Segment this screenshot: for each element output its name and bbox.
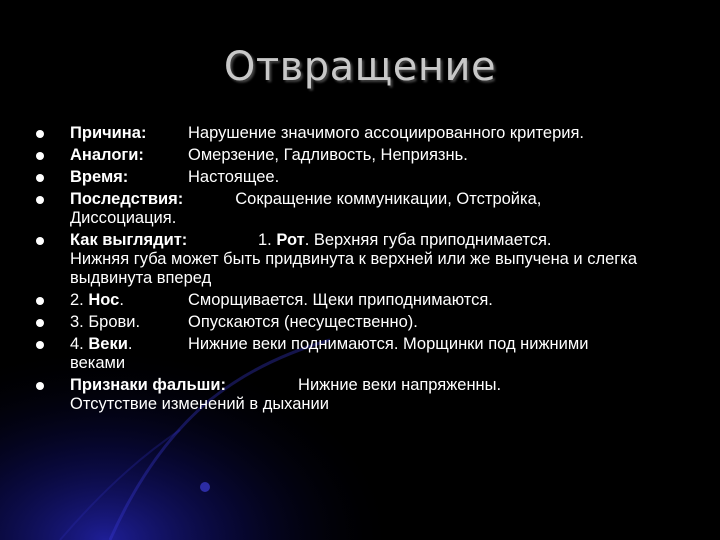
item-continuation: Нижняя губа может быть придвинута к верхней или же выпучена и слегка выдвинута вперед xyxy=(70,250,638,287)
bullet-dot-icon xyxy=(36,196,44,204)
list-item xyxy=(36,335,696,373)
item-text: Сокращение коммуникации, Отстройка, xyxy=(235,190,542,208)
bullet-dot-icon xyxy=(36,152,44,160)
bullet-dot-icon xyxy=(36,297,44,305)
list-item xyxy=(36,231,696,288)
list-item xyxy=(36,190,696,228)
bullet-dot-icon xyxy=(36,130,44,138)
item-continuation: веками xyxy=(70,354,126,372)
bullet-dot-icon xyxy=(36,341,44,349)
item-number: 1. xyxy=(258,231,272,249)
bullet-dot-icon xyxy=(36,382,44,390)
item-text: Нижние веки напряженны. xyxy=(298,376,502,394)
glow-dot xyxy=(200,482,210,492)
item-label: Аналоги: xyxy=(70,146,144,164)
item-label: 2. Нос. xyxy=(70,291,124,309)
bullet-list xyxy=(36,124,696,417)
list-item xyxy=(36,168,696,187)
item-number: 4. xyxy=(70,335,84,353)
item-label: Время: xyxy=(70,168,129,186)
list-item xyxy=(36,376,696,414)
item-text: Сморщивается. Щеки приподнимаются. xyxy=(188,291,493,309)
item-text: Нарушение значимого ассоциированного критерия. xyxy=(188,124,584,142)
bullet-dot-icon xyxy=(36,174,44,182)
item-text: Нижние веки поднимаются. Морщинки под нижними xyxy=(188,335,589,353)
item-text: Опускаются (несущественно). xyxy=(188,313,418,331)
item-text: Настоящее. xyxy=(188,168,280,186)
list-item xyxy=(36,124,696,143)
item-continuation: Диссоциация. xyxy=(70,209,177,227)
bullet-dot-icon xyxy=(36,237,44,245)
item-label: Признаки фальши: xyxy=(70,376,227,394)
item-part: Веки xyxy=(88,335,128,353)
item-label: Причина: xyxy=(70,124,147,142)
item-label: Как выглядит: xyxy=(70,231,188,249)
item-text: Омерзение, Гадливость, Неприязнь. xyxy=(188,146,468,164)
item-continuation: Отсутствие изменений в дыхании xyxy=(70,395,329,413)
list-item xyxy=(36,146,696,165)
item-part: Рот xyxy=(276,231,305,249)
item-label: Последствия: xyxy=(70,190,184,208)
item-label: 4. Веки. xyxy=(70,335,133,353)
item-label: 3. Брови. xyxy=(70,313,141,331)
bullet-dot-icon xyxy=(36,319,44,327)
item-text: . Верхняя губа приподнимается. xyxy=(304,231,552,249)
item-number: 2. xyxy=(70,291,84,309)
list-item xyxy=(36,291,696,310)
list-item xyxy=(36,313,696,332)
slide-title: Отвращение xyxy=(223,44,497,90)
item-part: Нос xyxy=(88,291,120,309)
